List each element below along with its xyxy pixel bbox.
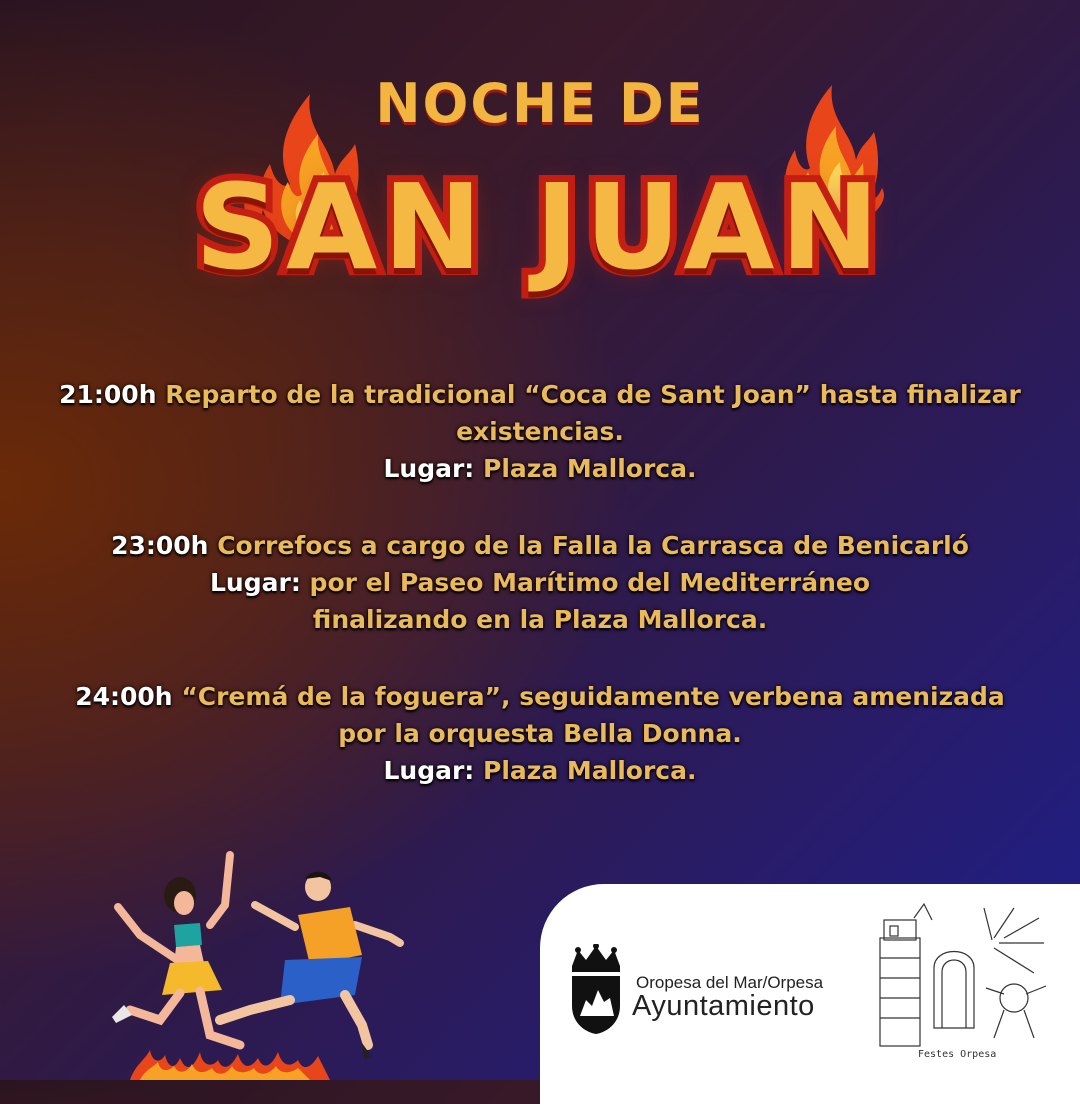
- event-description: Correfocs a cargo de la Falla la Carrasca de Benicarló: [217, 531, 969, 560]
- org-name: Oropesa del Mar/Orpesa: [636, 973, 824, 992]
- event-1: [40, 376, 1040, 487]
- event-description: por la orquesta Bella Donna.: [338, 719, 742, 748]
- event-time: 24:00h: [75, 682, 173, 711]
- place-value: finalizando en la Plaza Mallorca.: [312, 605, 768, 634]
- org-title: Ayuntamiento: [632, 990, 815, 1022]
- event-3: [40, 678, 1040, 789]
- place-value: Plaza Mallorca.: [483, 454, 697, 483]
- place-value: Plaza Mallorca.: [483, 756, 697, 785]
- schedule: [40, 376, 1040, 829]
- event-time: 21:00h: [59, 380, 157, 409]
- place-label: Lugar:: [383, 454, 475, 483]
- title-top: NOCHE DE: [375, 72, 705, 135]
- event-time: 23:00h: [111, 531, 209, 560]
- event-description: “Cremá de la foguera”, seguidamente verbena amenizada: [181, 682, 1005, 711]
- title-main: SAN JUAN: [194, 158, 886, 296]
- festes-orpesa-label: Festes Orpesa: [918, 1049, 997, 1060]
- crown-shield-icon: [568, 944, 624, 1036]
- place-label: Lugar:: [210, 568, 301, 597]
- place-label: Lugar:: [383, 756, 475, 785]
- event-2: [40, 527, 1040, 638]
- bonfire-flames: [130, 1040, 330, 1080]
- event-description: existencias.: [456, 417, 624, 446]
- festes-orpesa-logo: [874, 898, 1064, 1048]
- event-description: Reparto de la tradicional “Coca de Sant Joan” hasta finalizar: [165, 380, 1021, 409]
- place-value: por el Paseo Marítimo del Mediterráneo: [309, 568, 870, 597]
